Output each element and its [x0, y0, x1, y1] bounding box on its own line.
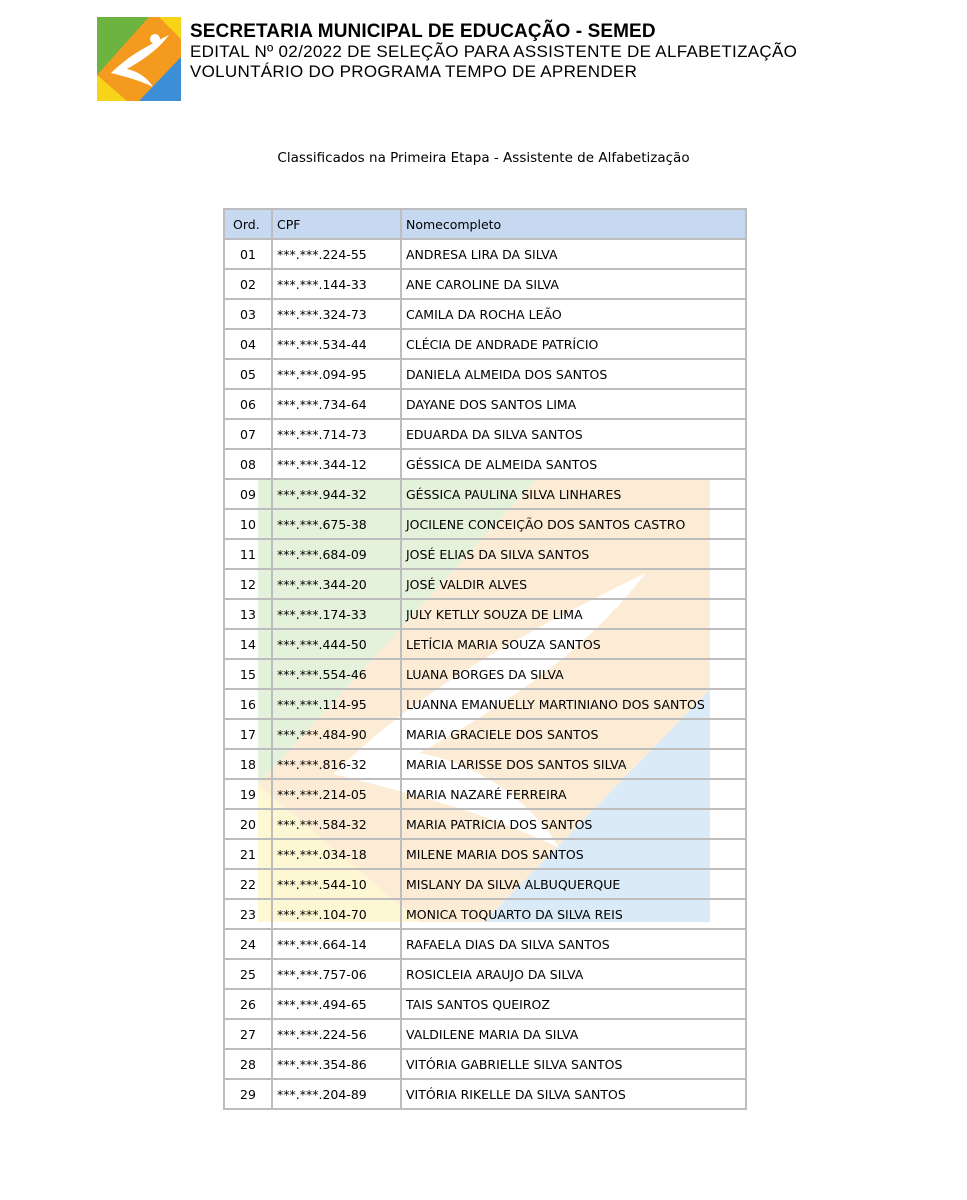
header-program: VOLUNTÁRIO DO PROGRAMA TEMPO DE APRENDER — [190, 62, 638, 81]
table-row — [224, 509, 746, 539]
cell-cpf: ***.***.734-64 — [272, 389, 401, 419]
table-row — [224, 809, 746, 839]
cell-ord: 20 — [224, 809, 272, 839]
cell-ord: 18 — [224, 749, 272, 779]
cell-ord: 16 — [224, 689, 272, 719]
table-row — [224, 869, 746, 899]
table-row — [224, 329, 746, 359]
cell-cpf: ***.***.094-95 — [272, 359, 401, 389]
cell-ord: 23 — [224, 899, 272, 929]
cell-cpf: ***.***.114-95 — [272, 689, 401, 719]
cell-ord: 15 — [224, 659, 272, 689]
cell-ord: 28 — [224, 1049, 272, 1079]
table-row — [224, 269, 746, 299]
cell-ord: 09 — [224, 479, 272, 509]
cell-nome: GÉSSICA DE ALMEIDA SANTOS — [401, 449, 746, 479]
cell-nome: TAIS SANTOS QUEIROZ — [401, 989, 746, 1019]
table-row — [224, 599, 746, 629]
cell-ord: 25 — [224, 959, 272, 989]
cell-ord: 07 — [224, 419, 272, 449]
table-row — [224, 1019, 746, 1049]
cell-nome: JOSÉ ELIAS DA SILVA SANTOS — [401, 539, 746, 569]
cell-nome: MARIA PATRICIA DOS SANTOS — [401, 809, 746, 839]
table-row — [224, 1079, 746, 1109]
cell-cpf: ***.***.444-50 — [272, 629, 401, 659]
cell-nome: LUANA BORGES DA SILVA — [401, 659, 746, 689]
table-row — [224, 779, 746, 809]
cell-nome: CLÉCIA DE ANDRADE PATRÍCIO — [401, 329, 746, 359]
cell-nome: DANIELA ALMEIDA DOS SANTOS — [401, 359, 746, 389]
cell-nome: GÉSSICA PAULINA SILVA LINHARES — [401, 479, 746, 509]
table-row — [224, 899, 746, 929]
table-row — [224, 449, 746, 479]
cell-nome: MONICA TOQUARTO DA SILVA REIS — [401, 899, 746, 929]
cell-cpf: ***.***.757-06 — [272, 959, 401, 989]
cell-cpf: ***.***.534-44 — [272, 329, 401, 359]
column-header-ord: Ord. — [224, 209, 272, 239]
header-title: SECRETARIA MUNICIPAL DE EDUCAÇÃO - SEMED — [190, 21, 656, 42]
column-header-cpf: CPF — [272, 209, 401, 239]
table-body — [224, 239, 746, 1109]
cell-cpf: ***.***.344-20 — [272, 569, 401, 599]
cell-nome: JOSÉ VALDIR ALVES — [401, 569, 746, 599]
cell-ord: 12 — [224, 569, 272, 599]
cell-cpf: ***.***.344-12 — [272, 449, 401, 479]
cell-nome: ANE CAROLINE DA SILVA — [401, 269, 746, 299]
cell-cpf: ***.***.144-33 — [272, 269, 401, 299]
cell-cpf: ***.***.204-89 — [272, 1079, 401, 1109]
cell-cpf: ***.***.544-10 — [272, 869, 401, 899]
cell-cpf: ***.***.224-56 — [272, 1019, 401, 1049]
cell-cpf: ***.***.816-32 — [272, 749, 401, 779]
cell-ord: 03 — [224, 299, 272, 329]
cell-nome: LUANNA EMANUELLY MARTINIANO DOS SANTOS — [401, 689, 746, 719]
cell-cpf: ***.***.714-73 — [272, 419, 401, 449]
table-row — [224, 539, 746, 569]
cell-cpf: ***.***.224-55 — [272, 239, 401, 269]
cell-ord: 19 — [224, 779, 272, 809]
cell-ord: 29 — [224, 1079, 272, 1109]
table-row — [224, 659, 746, 689]
cell-nome: MARIA GRACIELE DOS SANTOS — [401, 719, 746, 749]
table-row — [224, 929, 746, 959]
cell-ord: 21 — [224, 839, 272, 869]
page-subtitle: Classificados na Primeira Etapa - Assistente de Alfabetização — [277, 150, 690, 166]
cell-nome: LETÍCIA MARIA SOUZA SANTOS — [401, 629, 746, 659]
cell-ord: 11 — [224, 539, 272, 569]
classified-table — [223, 208, 747, 1110]
table-row — [224, 359, 746, 389]
cell-cpf: ***.***.324-73 — [272, 299, 401, 329]
cell-nome: ANDRESA LIRA DA SILVA — [401, 239, 746, 269]
semed-logo — [97, 17, 181, 101]
cell-nome: MARIA NAZARÉ FERREIRA — [401, 779, 746, 809]
cell-ord: 14 — [224, 629, 272, 659]
table-row — [224, 419, 746, 449]
cell-nome: ROSICLEIA ARAUJO DA SILVA — [401, 959, 746, 989]
table-row — [224, 839, 746, 869]
table-row — [224, 1049, 746, 1079]
cell-nome: JULY KETLLY SOUZA DE LIMA — [401, 599, 746, 629]
cell-nome: VITÓRIA RIKELLE DA SILVA SANTOS — [401, 1079, 746, 1109]
cell-nome: VITÓRIA GABRIELLE SILVA SANTOS — [401, 1049, 746, 1079]
cell-ord: 22 — [224, 869, 272, 899]
cell-ord: 27 — [224, 1019, 272, 1049]
cell-ord: 24 — [224, 929, 272, 959]
cell-nome: MISLANY DA SILVA ALBUQUERQUE — [401, 869, 746, 899]
cell-cpf: ***.***.584-32 — [272, 809, 401, 839]
cell-nome: MILENE MARIA DOS SANTOS — [401, 839, 746, 869]
table-row — [224, 719, 746, 749]
cell-ord: 04 — [224, 329, 272, 359]
cell-cpf: ***.***.034-18 — [272, 839, 401, 869]
cell-nome: CAMILA DA ROCHA LEÃO — [401, 299, 746, 329]
cell-nome: MARIA LARISSE DOS SANTOS SILVA — [401, 749, 746, 779]
cell-ord: 02 — [224, 269, 272, 299]
table-row — [224, 239, 746, 269]
cell-cpf: ***.***.664-14 — [272, 929, 401, 959]
table-row — [224, 569, 746, 599]
cell-ord: 08 — [224, 449, 272, 479]
cell-cpf: ***.***.684-09 — [272, 539, 401, 569]
column-header-nome: Nomecompleto — [401, 209, 746, 239]
table-row — [224, 629, 746, 659]
cell-nome: JOCILENE CONCEIÇÃO DOS SANTOS CASTRO — [401, 509, 746, 539]
table-row — [224, 749, 746, 779]
cell-cpf: ***.***.944-32 — [272, 479, 401, 509]
table-row — [224, 299, 746, 329]
table-row — [224, 959, 746, 989]
cell-nome: EDUARDA DA SILVA SANTOS — [401, 419, 746, 449]
cell-ord: 05 — [224, 359, 272, 389]
cell-ord: 10 — [224, 509, 272, 539]
cell-cpf: ***.***.494-65 — [272, 989, 401, 1019]
cell-cpf: ***.***.554-46 — [272, 659, 401, 689]
cell-ord: 26 — [224, 989, 272, 1019]
cell-cpf: ***.***.104-70 — [272, 899, 401, 929]
table-row — [224, 989, 746, 1019]
cell-ord: 13 — [224, 599, 272, 629]
cell-cpf: ***.***.484-90 — [272, 719, 401, 749]
document-header — [190, 22, 797, 82]
table-row — [224, 689, 746, 719]
cell-cpf: ***.***.214-05 — [272, 779, 401, 809]
cell-nome: VALDILENE MARIA DA SILVA — [401, 1019, 746, 1049]
table-header-row — [224, 209, 746, 239]
cell-cpf: ***.***.675-38 — [272, 509, 401, 539]
cell-ord: 01 — [224, 239, 272, 269]
header-edital: EDITAL Nº 02/2022 DE SELEÇÃO PARA ASSISTENTE DE ALFABETIZAÇÃO — [190, 42, 798, 61]
table-row — [224, 479, 746, 509]
cell-cpf: ***.***.354-86 — [272, 1049, 401, 1079]
cell-ord: 17 — [224, 719, 272, 749]
cell-nome: RAFAELA DIAS DA SILVA SANTOS — [401, 929, 746, 959]
cell-cpf: ***.***.174-33 — [272, 599, 401, 629]
table-row — [224, 389, 746, 419]
cell-ord: 06 — [224, 389, 272, 419]
cell-nome: DAYANE DOS SANTOS LIMA — [401, 389, 746, 419]
